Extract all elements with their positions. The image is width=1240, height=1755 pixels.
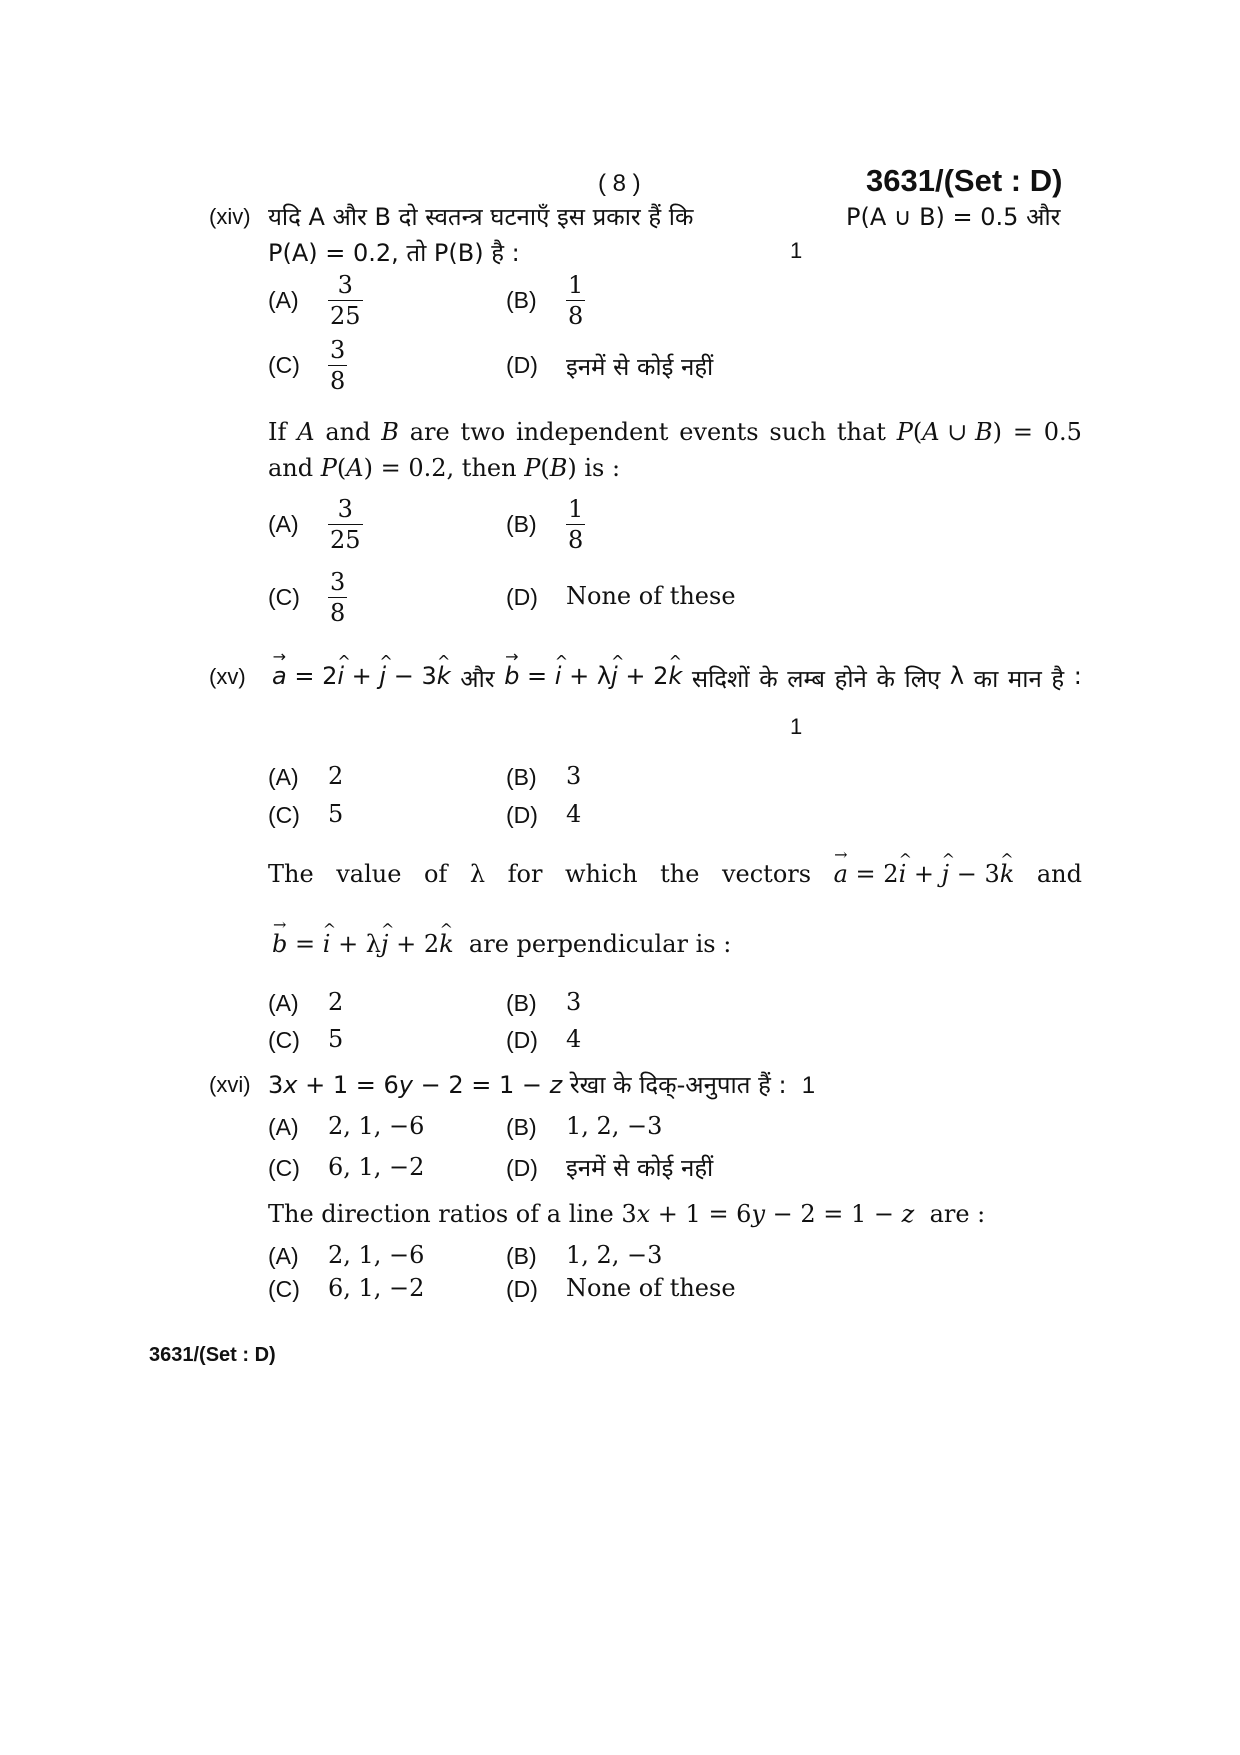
hindi-question-line: 3x + 1 = 6y − 2 = 1 − z रेखा के दिक्-अनुपात हैं : 1: [268, 1071, 816, 1099]
option-text: इनमें से कोई नहीं: [566, 1154, 714, 1182]
set-code-footer: 3631/(Set : D): [149, 1344, 276, 1366]
fraction-option-a: [328, 270, 363, 331]
hindi-question-line-1: यदि A और B दो स्वतन्त्र घटनाएँ इस प्रकार हैं कि: [268, 203, 694, 231]
option-text: 6, 1, −2: [328, 1274, 425, 1302]
option-text: None of these: [566, 582, 736, 610]
option-label: (B): [506, 287, 537, 313]
option-label: (B): [506, 511, 537, 537]
english-question-line-2: and P(A) = 0.2, then P(B) is :: [268, 454, 621, 482]
fraction-option-c: [328, 567, 347, 628]
fraction-option-b: [566, 494, 585, 555]
option-text: 5: [328, 1025, 344, 1053]
fraction-option-a: [328, 494, 363, 555]
option-label: (D): [506, 1276, 538, 1302]
english-question-line-2: → b = ^ i + λ^ j + 2^ k are perpendicular is :: [272, 930, 731, 958]
option-label: (B): [506, 1243, 537, 1269]
option-label: (A): [268, 511, 299, 537]
option-label: (D): [506, 1027, 538, 1053]
option-label: (B): [506, 990, 537, 1016]
option-label: (A): [268, 764, 299, 790]
fraction-option-b: [566, 270, 585, 331]
denominator: 8: [330, 367, 346, 395]
option-label: (D): [506, 1155, 538, 1181]
hindi-question-line-2: P(A) = 0.2, तो P(B) है :: [268, 239, 520, 267]
option-label: (C): [268, 1276, 300, 1302]
option-label: (D): [506, 352, 538, 378]
numerator: 1: [568, 271, 584, 299]
option-label: (A): [268, 287, 299, 313]
option-label: (C): [268, 802, 300, 828]
option-label: (D): [506, 802, 538, 828]
denominator: 8: [568, 302, 584, 330]
question-number: (xv): [209, 664, 246, 689]
option-text: 6, 1, −2: [328, 1153, 425, 1181]
option-label: (B): [506, 764, 537, 790]
hindi-question-condition: P(A ∪ B) = 0.5 और: [846, 203, 1061, 231]
option-text: 1, 2, −3: [566, 1241, 663, 1269]
question-number: (xiv): [209, 204, 251, 229]
option-label: (D): [506, 584, 538, 610]
marks: 1: [790, 714, 803, 739]
english-question-line-1: The value of λ for which the vectors → a = 2^ i + ^ j − 3^ k and: [268, 860, 1082, 888]
option-text: 5: [328, 800, 344, 828]
option-label: (A): [268, 990, 299, 1016]
option-text: 2: [328, 762, 344, 790]
denominator: 25: [330, 526, 361, 554]
option-label: (C): [268, 1027, 300, 1053]
option-text: 2, 1, −6: [328, 1241, 425, 1269]
denominator: 8: [568, 526, 584, 554]
numerator: 3: [330, 336, 346, 364]
option-text: 1, 2, −3: [566, 1112, 663, 1140]
option-label: (C): [268, 1155, 300, 1181]
english-question-line: The direction ratios of a line 3x + 1 = 6y − 2 = 1 − z are :: [268, 1200, 986, 1228]
option-text: None of these: [566, 1274, 736, 1302]
option-text: इनमें से कोई नहीं: [566, 353, 714, 381]
page-number: ( 8 ): [598, 170, 641, 197]
hindi-question-line: → a = 2^ i + ^ j − 3^ k और → b = ^ i + λ^ j + 2^ k सदिशों के लम्ब होने के लिए λ का मान है :: [272, 662, 1082, 695]
option-label: (A): [268, 1114, 299, 1140]
option-label: (C): [268, 352, 300, 378]
option-label: (A): [268, 1243, 299, 1269]
question-number: (xvi): [209, 1072, 251, 1097]
numerator: 1: [568, 495, 584, 523]
option-label: (C): [268, 584, 300, 610]
option-text: 3: [566, 988, 582, 1016]
option-text: 3: [566, 762, 582, 790]
numerator: 3: [337, 495, 353, 523]
option-text: 4: [566, 1025, 582, 1053]
denominator: 8: [330, 599, 346, 627]
denominator: 25: [330, 302, 361, 330]
marks: 1: [801, 1072, 816, 1099]
option-text: 4: [566, 800, 582, 828]
fraction-option-c: [328, 335, 347, 396]
numerator: 3: [330, 568, 346, 596]
marks: 1: [790, 238, 803, 263]
option-text: 2, 1, −6: [328, 1112, 425, 1140]
option-label: (B): [506, 1114, 537, 1140]
numerator: 3: [337, 271, 353, 299]
option-text: 2: [328, 988, 344, 1016]
set-code-header: 3631/(Set : D): [866, 163, 1063, 198]
english-question-line-1: If A and B are two independent events such that P(A ∪ B) = 0.5: [268, 418, 1082, 446]
